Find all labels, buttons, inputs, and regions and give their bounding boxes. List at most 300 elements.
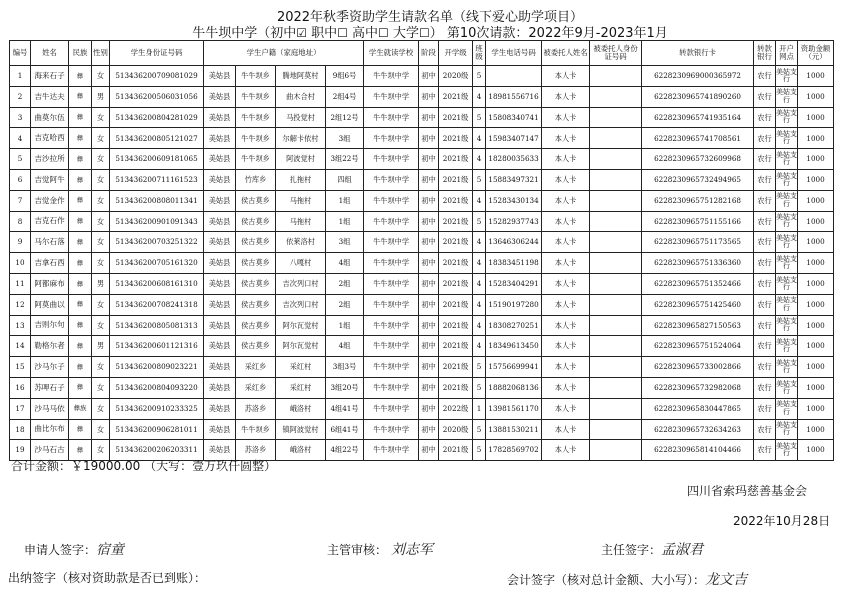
cell-village: 腾地阿莫村 [276, 66, 326, 87]
cell-bank-card: 6228230965732494965 [642, 169, 754, 190]
cell-group: 3组 [326, 128, 364, 149]
table-row [10, 357, 834, 378]
cell-trustee-name: 本人卡 [542, 66, 590, 87]
cell-gender: 男 [92, 336, 110, 357]
cell-township: 牛牛坝乡 [236, 66, 276, 87]
cell-phone: 15283404291 [486, 273, 542, 294]
col-id-number: 学生身份证号码 [110, 41, 204, 66]
table-row [10, 315, 834, 336]
cell-bank-card: 6228230969000365972 [642, 66, 754, 87]
col-id: 编号 [10, 41, 31, 66]
cell-id: 2 [10, 86, 31, 107]
cell-county: 美姑县 [204, 315, 236, 336]
cell-trustee-id [590, 86, 642, 107]
cell-ethnicity: 彝 [69, 66, 92, 87]
cell-gender: 女 [92, 377, 110, 398]
cell-bank: 农行 [754, 169, 776, 190]
cell-school: 牛牛坝中学 [364, 419, 419, 440]
cell-school: 牛牛坝中学 [364, 336, 419, 357]
cell-class: 4 [473, 253, 486, 274]
cell-amount: 1000 [798, 336, 834, 357]
cell-village: 采红村 [276, 377, 326, 398]
cell-grade: 2021级 [439, 294, 473, 315]
cell-trustee-id [590, 273, 642, 294]
cell-bank: 农行 [754, 357, 776, 378]
cell-trustee-name: 本人卡 [542, 294, 590, 315]
cell-trustee-id [590, 253, 642, 274]
cell-id-number: 513436200809023221 [110, 357, 204, 378]
cell-ethnicity: 彝 [69, 169, 92, 190]
cell-bank-card: 6228230965814104466 [642, 440, 754, 461]
table-row [10, 398, 834, 419]
cell-township: 侯古莫乡 [236, 294, 276, 315]
cell-bank: 农行 [754, 232, 776, 253]
cell-branch: 美姑支行 [776, 440, 798, 461]
cell-branch: 美姑支行 [776, 419, 798, 440]
cell-branch: 美姑支行 [776, 149, 798, 170]
col-class: 班级 [473, 41, 486, 66]
cell-group: 4组41号 [326, 398, 364, 419]
table-row [10, 419, 834, 440]
cell-school: 牛牛坝中学 [364, 211, 419, 232]
cell-trustee-name: 本人卡 [542, 419, 590, 440]
cell-grade: 2021级 [439, 253, 473, 274]
table-row [10, 66, 834, 87]
cell-class: 4 [473, 128, 486, 149]
cell-township: 侯古莫乡 [236, 253, 276, 274]
cell-trustee-id [590, 149, 642, 170]
cell-bank-card: 6228230965751425460 [642, 294, 754, 315]
cell-phone: 13981561170 [486, 398, 542, 419]
cell-name: 曲比尔布 [31, 419, 69, 440]
cell-id-number: 513436200805121027 [110, 128, 204, 149]
cell-township: 侯古莫乡 [236, 273, 276, 294]
table-header [10, 41, 834, 66]
cell-amount: 1000 [798, 419, 834, 440]
cell-school: 牛牛坝中学 [364, 149, 419, 170]
cashier-signature: 出纳签字（核对资助款是否已到账）： [8, 571, 207, 585]
form-subtitle: 牛牛坝中学（初中☑ 职中☐ 高中☐ 大学☐） 第10次请款：2022年9月-2023年1月 [192, 26, 668, 41]
cell-phone: 15282937743 [486, 211, 542, 232]
cell-county: 美姑县 [204, 294, 236, 315]
form-date: 2022年10月28日 [733, 514, 831, 528]
cell-township: 苏洛乡 [236, 440, 276, 461]
cell-grade: 2020级 [439, 419, 473, 440]
col-address: 学生户籍（家庭地址） [204, 41, 364, 66]
cell-bank: 农行 [754, 190, 776, 211]
cell-branch: 美姑支行 [776, 86, 798, 107]
cell-amount: 1000 [798, 128, 834, 149]
cell-stage: 初中 [419, 86, 439, 107]
cell-gender: 女 [92, 440, 110, 461]
table-row [10, 377, 834, 398]
cell-grade: 2021级 [439, 232, 473, 253]
cell-branch: 美姑支行 [776, 315, 798, 336]
form-title: 2022年秋季资助学生请款名单（线下爱心助学项目） [276, 10, 584, 25]
cell-ethnicity: 彝 [69, 357, 92, 378]
cell-village: 依莱洛村 [276, 232, 326, 253]
cell-group: 3组22号 [326, 149, 364, 170]
cell-group: 1组 [326, 315, 364, 336]
cell-ethnicity: 彝 [69, 419, 92, 440]
cell-village: 采红村 [276, 357, 326, 378]
cell-group: 2组 [326, 273, 364, 294]
cell-id: 15 [10, 357, 31, 378]
cell-stage: 初中 [419, 440, 439, 461]
supervisor-signature: 主管审核： 刘志军 [327, 542, 433, 558]
cell-bank: 农行 [754, 128, 776, 149]
cell-group: 1组 [326, 211, 364, 232]
cell-branch: 美姑支行 [776, 253, 798, 274]
cell-bank: 农行 [754, 273, 776, 294]
cell-ethnicity: 彝 [69, 107, 92, 128]
cell-phone: 17828569702 [486, 440, 542, 461]
cell-phone: 18981556716 [486, 86, 542, 107]
cell-township: 牛牛坝乡 [236, 419, 276, 440]
cell-name: 曲莫尔伍 [31, 107, 69, 128]
cell-class: 5 [473, 357, 486, 378]
cell-id: 10 [10, 253, 31, 274]
cell-name: 吉则尔句 [31, 315, 69, 336]
table-row [10, 169, 834, 190]
cell-bank-card: 6228230965751173565 [642, 232, 754, 253]
cell-group: 2组12号 [326, 107, 364, 128]
col-trustee-name: 被委托人姓名 [542, 41, 590, 66]
cell-id-number: 513436200703251322 [110, 232, 204, 253]
cell-bank: 农行 [754, 86, 776, 107]
cell-stage: 初中 [419, 128, 439, 149]
cell-group: 2组 [326, 294, 364, 315]
cell-county: 美姑县 [204, 128, 236, 149]
cell-ethnicity: 彝 [69, 128, 92, 149]
cell-name: 苏呷石子 [31, 377, 69, 398]
cell-stage: 初中 [419, 190, 439, 211]
cell-bank: 农行 [754, 377, 776, 398]
cell-grade: 2021级 [439, 357, 473, 378]
cell-id: 18 [10, 419, 31, 440]
cell-school: 牛牛坝中学 [364, 294, 419, 315]
cell-ethnicity: 彝 [69, 440, 92, 461]
cell-group: 1组 [326, 190, 364, 211]
cell-grade: 2021级 [439, 107, 473, 128]
cell-trustee-id [590, 377, 642, 398]
cell-trustee-id [590, 294, 642, 315]
cell-stage: 初中 [419, 169, 439, 190]
cell-id: 4 [10, 128, 31, 149]
cell-grade: 2021级 [439, 377, 473, 398]
cell-amount: 1000 [798, 232, 834, 253]
cell-trustee-name: 本人卡 [542, 86, 590, 107]
cell-group: 4组22号 [326, 440, 364, 461]
cell-county: 美姑县 [204, 232, 236, 253]
cell-stage: 初中 [419, 149, 439, 170]
cell-amount: 1000 [798, 273, 834, 294]
cell-phone: 15883497321 [486, 169, 542, 190]
cell-stage: 初中 [419, 398, 439, 419]
cell-branch: 美姑支行 [776, 66, 798, 87]
cell-stage: 初中 [419, 232, 439, 253]
cell-trustee-name: 本人卡 [542, 128, 590, 149]
cell-village: 阿尔瓦觉村 [276, 336, 326, 357]
cell-trustee-name: 本人卡 [542, 211, 590, 232]
cell-trustee-id [590, 232, 642, 253]
cell-ethnicity: 彝 [69, 232, 92, 253]
cell-phone: 18308270251 [486, 315, 542, 336]
cell-township: 苏洛乡 [236, 398, 276, 419]
cell-grade: 2020级 [439, 66, 473, 87]
cell-id: 8 [10, 211, 31, 232]
col-branch: 开户网点 [776, 41, 798, 66]
accountant-signature: 会计签字（核对总计金额、大小写）：龙文吉 [507, 572, 748, 588]
cell-bank-card: 6228230965741890260 [642, 86, 754, 107]
cell-class: 4 [473, 315, 486, 336]
cell-class: 4 [473, 86, 486, 107]
cell-stage: 初中 [419, 377, 439, 398]
accountant-handwriting: 龙文吉 [705, 572, 748, 588]
student-table [9, 40, 834, 461]
cell-group: 3组20号 [326, 377, 364, 398]
cell-id-number: 513436200709081029 [110, 66, 204, 87]
cell-name: 吉觉金作 [31, 190, 69, 211]
cell-branch: 美姑支行 [776, 128, 798, 149]
cell-ethnicity: 彝 [69, 86, 92, 107]
cell-county: 美姑县 [204, 253, 236, 274]
cell-id-number: 513436200901091343 [110, 211, 204, 232]
table-row [10, 190, 834, 211]
cell-id-number: 513436200906281011 [110, 419, 204, 440]
cell-trustee-id [590, 66, 642, 87]
cell-ethnicity: 彝 [69, 336, 92, 357]
cell-school: 牛牛坝中学 [364, 377, 419, 398]
cell-phone [486, 66, 542, 87]
cell-trustee-id [590, 190, 642, 211]
table-row [10, 253, 834, 274]
cell-name: 沙马马依 [31, 398, 69, 419]
cell-school: 牛牛坝中学 [364, 169, 419, 190]
cell-bank-card: 6228230965751155166 [642, 211, 754, 232]
cell-grade: 2021级 [439, 336, 473, 357]
cell-phone: 15983407147 [486, 128, 542, 149]
cell-grade: 2022级 [439, 398, 473, 419]
cell-group: 3组3号 [326, 357, 364, 378]
cell-phone: 15756699941 [486, 357, 542, 378]
cell-ethnicity: 彝 [69, 377, 92, 398]
cell-county: 美姑县 [204, 273, 236, 294]
cell-school: 牛牛坝中学 [364, 398, 419, 419]
col-name: 姓名 [31, 41, 69, 66]
cell-amount: 1000 [798, 86, 834, 107]
cell-group: 四组 [326, 169, 364, 190]
cell-branch: 美姑支行 [776, 377, 798, 398]
cell-county: 美姑县 [204, 66, 236, 87]
cell-stage: 初中 [419, 294, 439, 315]
cell-branch: 美姑支行 [776, 107, 798, 128]
cell-school: 牛牛坝中学 [364, 232, 419, 253]
table-row [10, 294, 834, 315]
cell-branch: 美姑支行 [776, 336, 798, 357]
cell-amount: 1000 [798, 190, 834, 211]
cell-name: 阿都麻布 [31, 273, 69, 294]
cell-village: 八嘎村 [276, 253, 326, 274]
checkbox-checked-icon: ☑ [296, 26, 307, 40]
cell-amount: 1000 [798, 211, 834, 232]
cell-branch: 美姑支行 [776, 398, 798, 419]
checkbox-empty-icon: ☐ [418, 26, 430, 40]
cell-branch: 美姑支行 [776, 169, 798, 190]
cell-county: 美姑县 [204, 357, 236, 378]
table-row [10, 128, 834, 149]
col-ethnicity: 民族 [69, 41, 92, 66]
cell-name: 海来石子 [31, 66, 69, 87]
director-signature: 主任签字：孟淑君 [601, 542, 704, 558]
cell-trustee-id [590, 398, 642, 419]
cell-id-number: 513436200705161320 [110, 253, 204, 274]
cell-stage: 初中 [419, 315, 439, 336]
cell-phone: 18349613450 [486, 336, 542, 357]
cell-id-number: 513436200804093220 [110, 377, 204, 398]
cell-id-number: 513436200206203311 [110, 440, 204, 461]
cell-county: 美姑县 [204, 377, 236, 398]
cell-gender: 女 [92, 66, 110, 87]
cell-school: 牛牛坝中学 [364, 440, 419, 461]
cell-id-number: 513436200708241318 [110, 294, 204, 315]
cell-class: 4 [473, 294, 486, 315]
cell-ethnicity: 彝 [69, 253, 92, 274]
cell-amount: 1000 [798, 253, 834, 274]
cell-stage: 初中 [419, 66, 439, 87]
cell-trustee-id [590, 107, 642, 128]
cell-id: 5 [10, 149, 31, 170]
cell-id-number: 513436200804281029 [110, 107, 204, 128]
cell-class: 4 [473, 232, 486, 253]
cell-village: 曲木合村 [276, 86, 326, 107]
director-handwriting: 孟淑君 [661, 542, 704, 558]
cell-trustee-id [590, 315, 642, 336]
col-phone: 学生电话号码 [486, 41, 542, 66]
cell-ethnicity: 彝 [69, 211, 92, 232]
cell-village: 马投觉村 [276, 107, 326, 128]
cell-ethnicity: 彝 [69, 294, 92, 315]
cell-trustee-name: 本人卡 [542, 315, 590, 336]
cell-branch: 美姑支行 [776, 273, 798, 294]
cell-gender: 女 [92, 169, 110, 190]
cell-trustee-name: 本人卡 [542, 273, 590, 294]
cell-id-number: 513436200601121316 [110, 336, 204, 357]
cell-id: 13 [10, 315, 31, 336]
cell-stage: 初中 [419, 357, 439, 378]
cell-trustee-name: 本人卡 [542, 253, 590, 274]
cell-name: 吉拿石西 [31, 253, 69, 274]
cell-phone: 18882068136 [486, 377, 542, 398]
cell-school: 牛牛坝中学 [364, 253, 419, 274]
cell-amount: 1000 [798, 357, 834, 378]
cell-trustee-id [590, 440, 642, 461]
cell-gender: 女 [92, 419, 110, 440]
total-amount: 合计金额：￥19000.00 （大写：壹万玖仟圆整） [11, 459, 277, 473]
cell-village: 峨洛村 [276, 440, 326, 461]
cell-bank: 农行 [754, 107, 776, 128]
col-bank-card: 转款银行卡 [642, 41, 754, 66]
cell-gender: 女 [92, 398, 110, 419]
col-school: 学生就读学校 [364, 41, 419, 66]
cell-name: 沙马石古 [31, 440, 69, 461]
cell-branch: 美姑支行 [776, 357, 798, 378]
cell-trustee-name: 本人卡 [542, 107, 590, 128]
cell-bank: 农行 [754, 398, 776, 419]
cell-trustee-id [590, 336, 642, 357]
cell-gender: 女 [92, 211, 110, 232]
cell-gender: 男 [92, 273, 110, 294]
cell-gender: 女 [92, 294, 110, 315]
cell-village: 马拖村 [276, 211, 326, 232]
cell-class: 4 [473, 149, 486, 170]
cell-gender: 女 [92, 107, 110, 128]
cell-trustee-id [590, 211, 642, 232]
cell-bank-card: 6228230965751352466 [642, 273, 754, 294]
cell-gender: 女 [92, 357, 110, 378]
cell-gender: 女 [92, 149, 110, 170]
cell-grade: 2021级 [439, 315, 473, 336]
cell-bank: 农行 [754, 440, 776, 461]
cell-township: 牛牛坝乡 [236, 128, 276, 149]
cell-school: 牛牛坝中学 [364, 107, 419, 128]
cell-id-number: 513436200808011341 [110, 190, 204, 211]
cell-school: 牛牛坝中学 [364, 315, 419, 336]
cell-trustee-name: 本人卡 [542, 377, 590, 398]
cell-group: 2组4号 [326, 86, 364, 107]
cell-stage: 初中 [419, 336, 439, 357]
cell-class: 4 [473, 273, 486, 294]
cell-county: 美姑县 [204, 190, 236, 211]
cell-group: 6组41号 [326, 419, 364, 440]
cell-trustee-name: 本人卡 [542, 398, 590, 419]
cell-county: 美姑县 [204, 398, 236, 419]
cell-ethnicity: 彝 [69, 190, 92, 211]
cell-id: 9 [10, 232, 31, 253]
cell-bank-card: 6228230965732609968 [642, 149, 754, 170]
col-amount: 资助金额（元） [798, 41, 834, 66]
cell-grade: 2021级 [439, 169, 473, 190]
cell-class: 5 [473, 419, 486, 440]
cell-class: 1 [473, 398, 486, 419]
cell-branch: 美姑支行 [776, 190, 798, 211]
cell-school: 牛牛坝中学 [364, 66, 419, 87]
cell-ethnicity: 彝族 [69, 398, 92, 419]
cell-county: 美姑县 [204, 86, 236, 107]
cell-gender: 女 [92, 232, 110, 253]
cell-branch: 美姑支行 [776, 232, 798, 253]
cell-name: 沙马尔子 [31, 357, 69, 378]
cell-township: 侯古莫乡 [236, 190, 276, 211]
cell-id-number: 513436200910233325 [110, 398, 204, 419]
col-trustee-id: 被委托人身份证号码 [590, 41, 642, 66]
cell-trustee-name: 本人卡 [542, 232, 590, 253]
table-row [10, 107, 834, 128]
cell-township: 采红乡 [236, 377, 276, 398]
cell-id-number: 513436200608161310 [110, 273, 204, 294]
cell-amount: 1000 [798, 398, 834, 419]
cell-phone: 15808340741 [486, 107, 542, 128]
cell-township: 牛牛坝乡 [236, 149, 276, 170]
cell-name: 吉沙拉所 [31, 149, 69, 170]
cell-phone: 13646306244 [486, 232, 542, 253]
cell-trustee-id [590, 169, 642, 190]
cell-bank: 农行 [754, 149, 776, 170]
cell-id: 1 [10, 66, 31, 87]
cell-village: 阿波觉村 [276, 149, 326, 170]
cell-school: 牛牛坝中学 [364, 190, 419, 211]
cell-county: 美姑县 [204, 211, 236, 232]
